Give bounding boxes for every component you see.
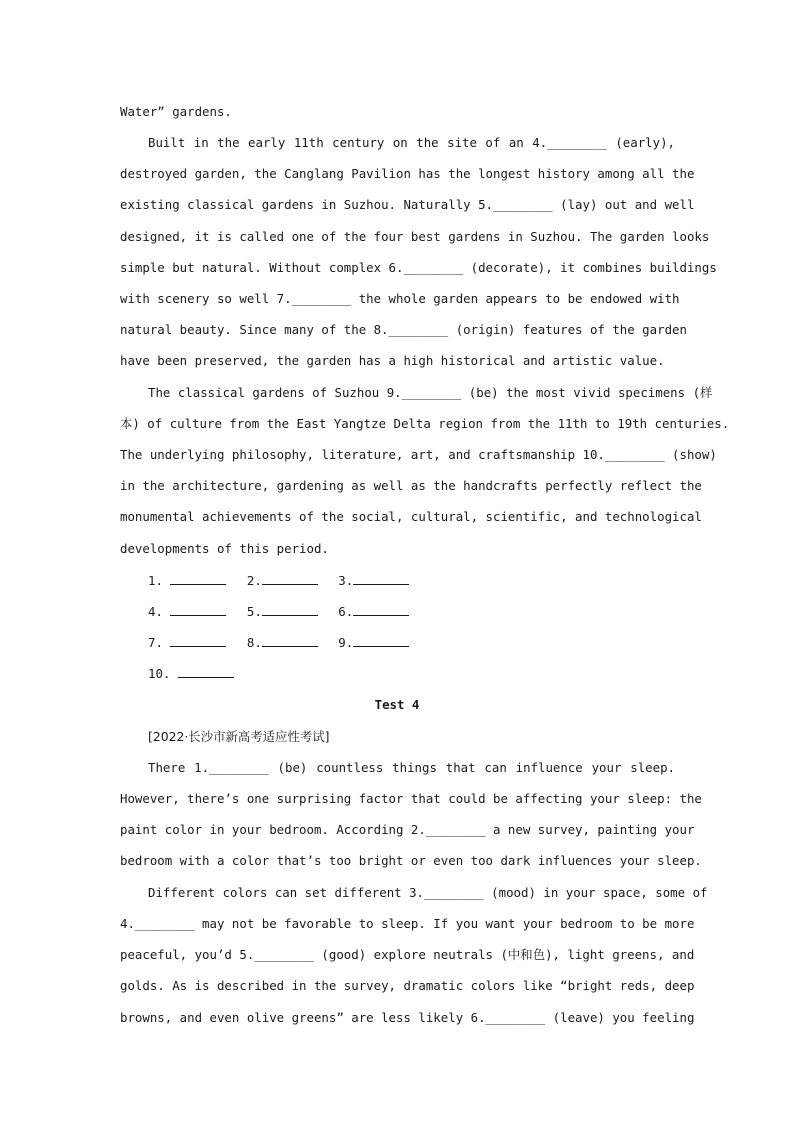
passage-line: with scenery so well 7.________ the whole garden appears to be endowed with <box>120 291 680 306</box>
answer-item[interactable]: 5. <box>247 603 318 620</box>
answer-item[interactable]: 3. <box>338 572 409 589</box>
answer-blank[interactable] <box>170 572 226 585</box>
answer-blank[interactable] <box>262 572 318 585</box>
answer-item[interactable]: 4. <box>148 603 226 620</box>
passage-line: destroyed garden, the Canglang Pavilion has the longest history among all the <box>120 166 695 181</box>
passage-line: 4.________ may not be favorable to sleep. If you want your bedroom to be more <box>120 916 695 931</box>
passage-line: peaceful, you’d 5.________ (good) explore neutrals (中和色), light greens, and <box>120 947 695 962</box>
answer-item[interactable]: 2. <box>247 572 318 589</box>
passage-line: monumental achievements of the social, cultural, scientific, and technological <box>120 509 702 524</box>
passage-line: have been preserved, the garden has a high historical and artistic value. <box>120 353 665 368</box>
passage-line: in the architecture, gardening as well as the handcrafts perfectly reflect the <box>120 478 702 493</box>
passage-line: Built in the early 11th century on the site of an 4.________ (early), <box>148 135 675 150</box>
passage-line: golds. As is described in the survey, dramatic colors like “bright reds, deep <box>120 978 695 993</box>
passage-line: natural beauty. Since many of the 8.________ (origin) features of the garden <box>120 322 687 337</box>
passage-line: bedroom with a color that’s too bright or even too dark influences your sleep. <box>120 853 702 868</box>
answer-item[interactable]: 1. <box>148 572 226 589</box>
answer-item[interactable]: 9. <box>338 634 409 651</box>
passage-line: However, there’s one surprising factor that could be affecting your sleep: the <box>120 791 702 806</box>
answer-item[interactable]: 7. <box>148 634 226 651</box>
answer-row <box>148 665 247 682</box>
passage-line: simple but natural. Without complex 6.________ (decorate), it combines buildings <box>120 260 717 275</box>
passage-line: The underlying philosophy, literature, art, and craftsmanship 10.________ (show) <box>120 447 717 462</box>
answer-row <box>148 572 422 589</box>
passage-line: developments of this period. <box>120 541 329 556</box>
answer-blank[interactable] <box>170 634 226 647</box>
passage-line: Different colors can set different 3.________ (mood) in your space, some of <box>148 885 708 900</box>
answer-blank[interactable] <box>178 665 234 678</box>
answer-blank[interactable] <box>170 603 226 616</box>
answer-item[interactable]: 6. <box>338 603 409 620</box>
answer-item[interactable]: 10. <box>148 665 234 682</box>
answer-blank[interactable] <box>353 603 409 616</box>
passage-line: paint color in your bedroom. According 2.________ a new survey, painting your <box>120 822 695 837</box>
passage-line: Water” gardens. <box>120 104 232 119</box>
answer-row <box>148 634 422 651</box>
passage-line: existing classical gardens in Suzhou. Naturally 5.________ (lay) out and well <box>120 197 695 212</box>
passage-line: There 1.________ (be) countless things that can influence your sleep. <box>148 760 675 775</box>
passage-line: designed, it is called one of the four best gardens in Suzhou. The garden looks <box>120 229 710 244</box>
passage-line: The classical gardens of Suzhou 9.________ (be) the most vivid specimens (样 <box>148 385 713 400</box>
answer-blank[interactable] <box>262 634 318 647</box>
exam-source: [2022·长沙市新高考适应性考试] <box>148 729 330 744</box>
answer-row <box>148 603 422 620</box>
answer-blank[interactable] <box>353 572 409 585</box>
passage-line: browns, and even olive greens” are less likely 6.________ (leave) you feeling <box>120 1010 695 1025</box>
passage-line: 本) of culture from the East Yangtze Delta region from the 11th to 19th centuries. <box>120 416 730 431</box>
answer-blank[interactable] <box>353 634 409 647</box>
answer-blank[interactable] <box>262 603 318 616</box>
answer-item[interactable]: 8. <box>247 634 318 651</box>
section-title: Test 4 <box>374 697 420 712</box>
